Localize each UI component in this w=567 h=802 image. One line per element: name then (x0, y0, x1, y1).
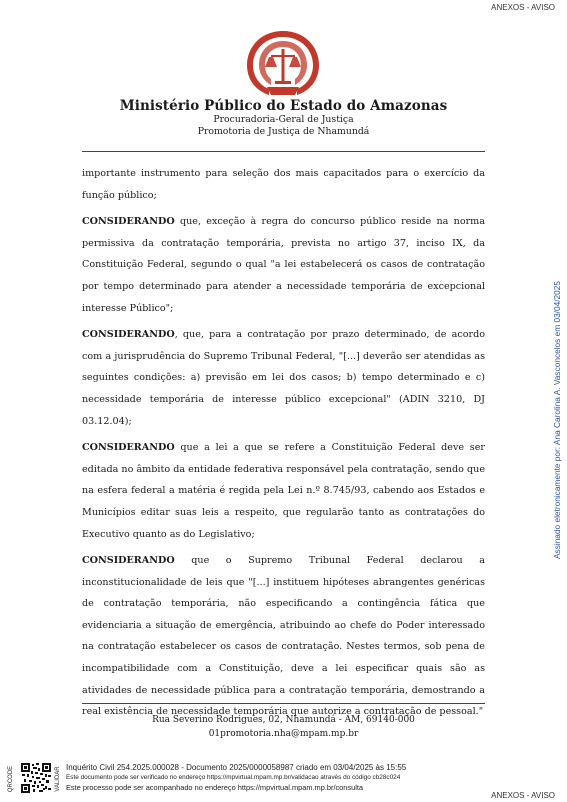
page-footer (0, 713, 567, 741)
stamp-verification-link[interactable]: Este documento pode ser verificado no endereço https://mpvirtual.mpam.mp.br/validacao através do código cb28c024 (66, 774, 401, 781)
footer-email: 01promotoria.nha@mpam.mp.br (208, 729, 359, 739)
paragraph: CONSIDERANDO que o Supremo Tribunal Federal declarou a inconstitucionalidade de leis que "[...] instituem hipóteses abrangentes genéricas de contratação temporária, não especificando a contingência fática que evidenciaria a situação de emergência, atribuindo ao chefe do Poder interessado na contratação estabelecer os casos de contratação. Nestes termos, sob pena de incompatibilidade com a Constituição, deve a lei especificar quais são as atividades de necessidade pública para a contratação temporária, demostrando a real existência de necessidade temporária que autorize a contratação de pessoal." (82, 555, 485, 718)
mp-amazonas-logo (245, 29, 321, 97)
paragraph: importante instrumento para seleção dos mais capacitados para o exercício da função público; (82, 168, 485, 201)
validar-label: VALIDAR (55, 766, 61, 792)
header-divider (82, 151, 485, 152)
footer-divider (82, 703, 485, 704)
annex-label-top: ANEXOS - AVISO (491, 3, 555, 12)
validation-qr-code[interactable] (21, 763, 51, 793)
footer-address: Rua Severino Rodrigues, 02, Nhamundá - AM, 69140-000 (152, 715, 415, 725)
letterhead (0, 98, 567, 138)
annex-label-bottom: ANEXOS - AVISO (491, 791, 555, 800)
office-subline: Promotoria de Justiça de Nhamundá (197, 126, 370, 137)
electronic-signature: Assinado eletronicamente por: Ana Carolina A. Vasconcelos em 03/04/2025 (552, 281, 562, 559)
institution-name: Ministério Público do Estado do Amazonas (119, 98, 448, 114)
stamp-tracking-link[interactable]: Este processo pode ser acompanhado no endereço https://mpvirtual.mpam.mp.br/consulta (66, 783, 364, 792)
paragraph: CONSIDERANDO que, exceção à regra do concurso público reside na norma permissiva da contratação temporária, prevista no artigo 37, inciso IX, da Constituição Federal, segundo o qual "a lei estabelecerá os casos de contratação por tempo determinado para atender a necessidade temporária de excepcional interesse Público"; (82, 216, 485, 314)
paragraph: CONSIDERANDO, que, para a contratação por prazo determinado, de acordo com a jurisprudência do Supremo Tribunal Federal, "[...] deverão ser atendidas as seguintes condições: a) previsão em lei dos casos; b) tempo determinado e c) necessidade temporária de interesse público excepcional" (ADIN 3210, DJ 03.12.04); (82, 329, 485, 427)
office-line: Procuradoria-Geral de Justiça (213, 114, 354, 125)
stamp-document-info: Inquérito Civil 254.2025.000028 - Documento 2025/0000058987 criado em 03/04/2025 às 15:55 (66, 763, 407, 772)
digital-stamp (66, 763, 406, 793)
paragraph: CONSIDERANDO que a lei a que se refere a Constituição Federal deve ser editada no âmbito da entidade federativa responsável pela contratação, sendo que na esfera federal a matéria é regida pela Lei n.º 8.745/93, cabendo aos Estados e Municípios editar suas leis a respeito, que regularão tanto as contratações do Executivo quanto as do Legislativo; (82, 442, 485, 540)
document-body (82, 163, 485, 728)
qrcode-label: QRCODE (8, 765, 14, 793)
